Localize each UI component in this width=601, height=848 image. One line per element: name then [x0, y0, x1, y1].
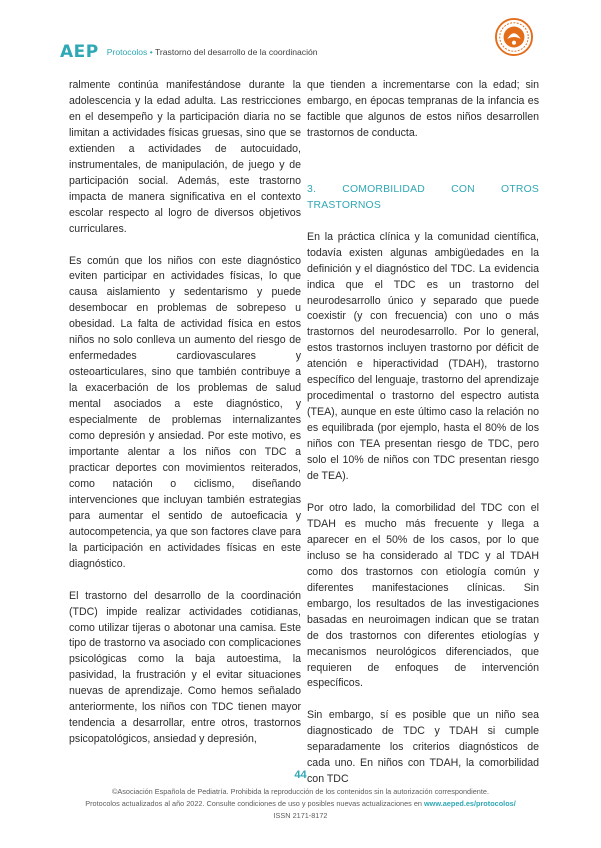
breadcrumb-separator: •: [149, 47, 153, 57]
aep-logo: AEP: [60, 42, 99, 62]
body-paragraph: Es común que los niños con este diagnóstico eviten participar en actividades físicas, lo que causa aislamiento y sedentarismo y puede desembocar en problemas de sobrepeso u obesidad. La falta de actividad física en estos niños no solo conlleva un aumento del riesgo de enfermedades cardiovasculares y osteoarticulares, sino que también contribuye a la exacerbación de los problemas de salud mental asociados a este diagnóstico, y especialmente de problemas internalizantes como depresión y ansiedad. Por este motivo, es importante alentar a los niños con TDC a practicar deportes con movimientos reiterados, como natación o ciclismo, diseñando intervenciones que incluyan también estrategias para aumentar el sentido de autoeficacia y autocompetencia, ya que son factores clave para la participación en actividades físicas en este diagnóstico.: [69, 254, 301, 570]
right-column: [307, 78, 539, 804]
body-paragraph: que tienden a incrementarse con la edad; sin embargo, en épocas tempranas de la infancia es factible que algunos de estos niños desarrollen trastornos de conducta.: [307, 79, 539, 139]
footer-copyright: ©Asociación Española de Pediatría. Prohibida la reproducción de los contenidos sin la autorización correspondiente.: [112, 787, 489, 796]
running-header: [60, 40, 318, 64]
body-paragraph: En la práctica clínica y la comunidad científica, todavía existen algunas ambigüedades en la definición y el diagnóstico del TDC. La evidencia indica que el TDC es un trastorno del neurodesarrollo único y separado que puede coexistir (y con frecuencia) con uno o más trastornos del neurodesarrollo. Por lo general, estos trastornos incluyen trastorno por déficit de atención e hiperactividad (TDAH), trastorno específico del lenguaje, trastorno del aprendizaje procedimental o trastorno del espectro autista (TEA), aunque en este último caso la relación no es equilibrada (por ejemplo, hasta el 80% de los niños con TEA presentan riesgo de TDC, pero solo el 10% de niños con TDC presentan riesgo de TEA).: [307, 230, 539, 483]
footer-update-line: [0, 798, 601, 810]
body-paragraph: Por otro lado, la comorbilidad del TDC con el TDAH es mucho más frecuente y llega a aparecer en el 50% de los casos, por lo que incluso se ha considerado al TDC y al TDAH como dos trastornos con etiología común y diferentes manifestaciones clínicas. Sin embargo, los resultados de las investigaciones basadas en neuroimagen indican que se tratan de dos trastornos con diferentes etiologías y mecanismos neurológicos diferenciados, que requieren de enfoques de intervención específicos.: [307, 501, 539, 690]
breadcrumb-title: Trastorno del desarrollo de la coordinación: [154, 47, 318, 57]
footer: [0, 786, 601, 822]
breadcrumb-section: Protocolos: [106, 47, 148, 57]
body-paragraph: ralmente continúa manifestándose durante la adolescencia y la edad adulta. Las restricciones en el desempeño y la participación diaria no se limitan a actividades físicas gruesas, sino que se extienden a actividades de autocuidado, instrumentales, de manipulación, de juego y de participación social. Además, este trastorno impacta de manera significativa en el contexto escolar respecto al logro de diversos objetivos curriculares.: [69, 79, 301, 235]
body-paragraph: Sin embargo, sí es posible que un niño sea diagnosticado de TDC y TDAH si cumple separadamente los criterios diagnósticos de cada uno. En niños con TDAH, la comorbilidad con TDC: [307, 709, 539, 786]
page-number: 44: [294, 769, 307, 781]
footer-issn: ISSN 2171-8172: [273, 811, 328, 820]
protocols-link[interactable]: www.aeped.es/protocolos/: [423, 799, 516, 808]
left-column: [69, 78, 301, 764]
section-heading: 3. COMORBILIDAD CON OTROS TRASTORNOS: [307, 183, 539, 211]
breadcrumb: [107, 47, 318, 57]
body-paragraph: El trastorno del desarrollo de la coordinación (TDC) impide realizar actividades cotidianas, como utilizar tijeras o abotonar una camisa. Este tipo de trastorno va asociado con complicaciones psicológicas como la baja autoestima, la pasividad, la frustración y el evitar situaciones nuevas de aprendizaje. Como hemos señalado anteriormente, los niños con TDC tienen mayor tendencia a desarrollar, entre otros, trastornos psicopatológicos, ansiedad y depresión,: [69, 589, 301, 746]
aep-seal-icon: [495, 18, 533, 56]
footer-update-note: Protocolos actualizados al año 2022. Consulte condiciones de uso y posibles nuevas actualizaciones en: [85, 799, 422, 808]
